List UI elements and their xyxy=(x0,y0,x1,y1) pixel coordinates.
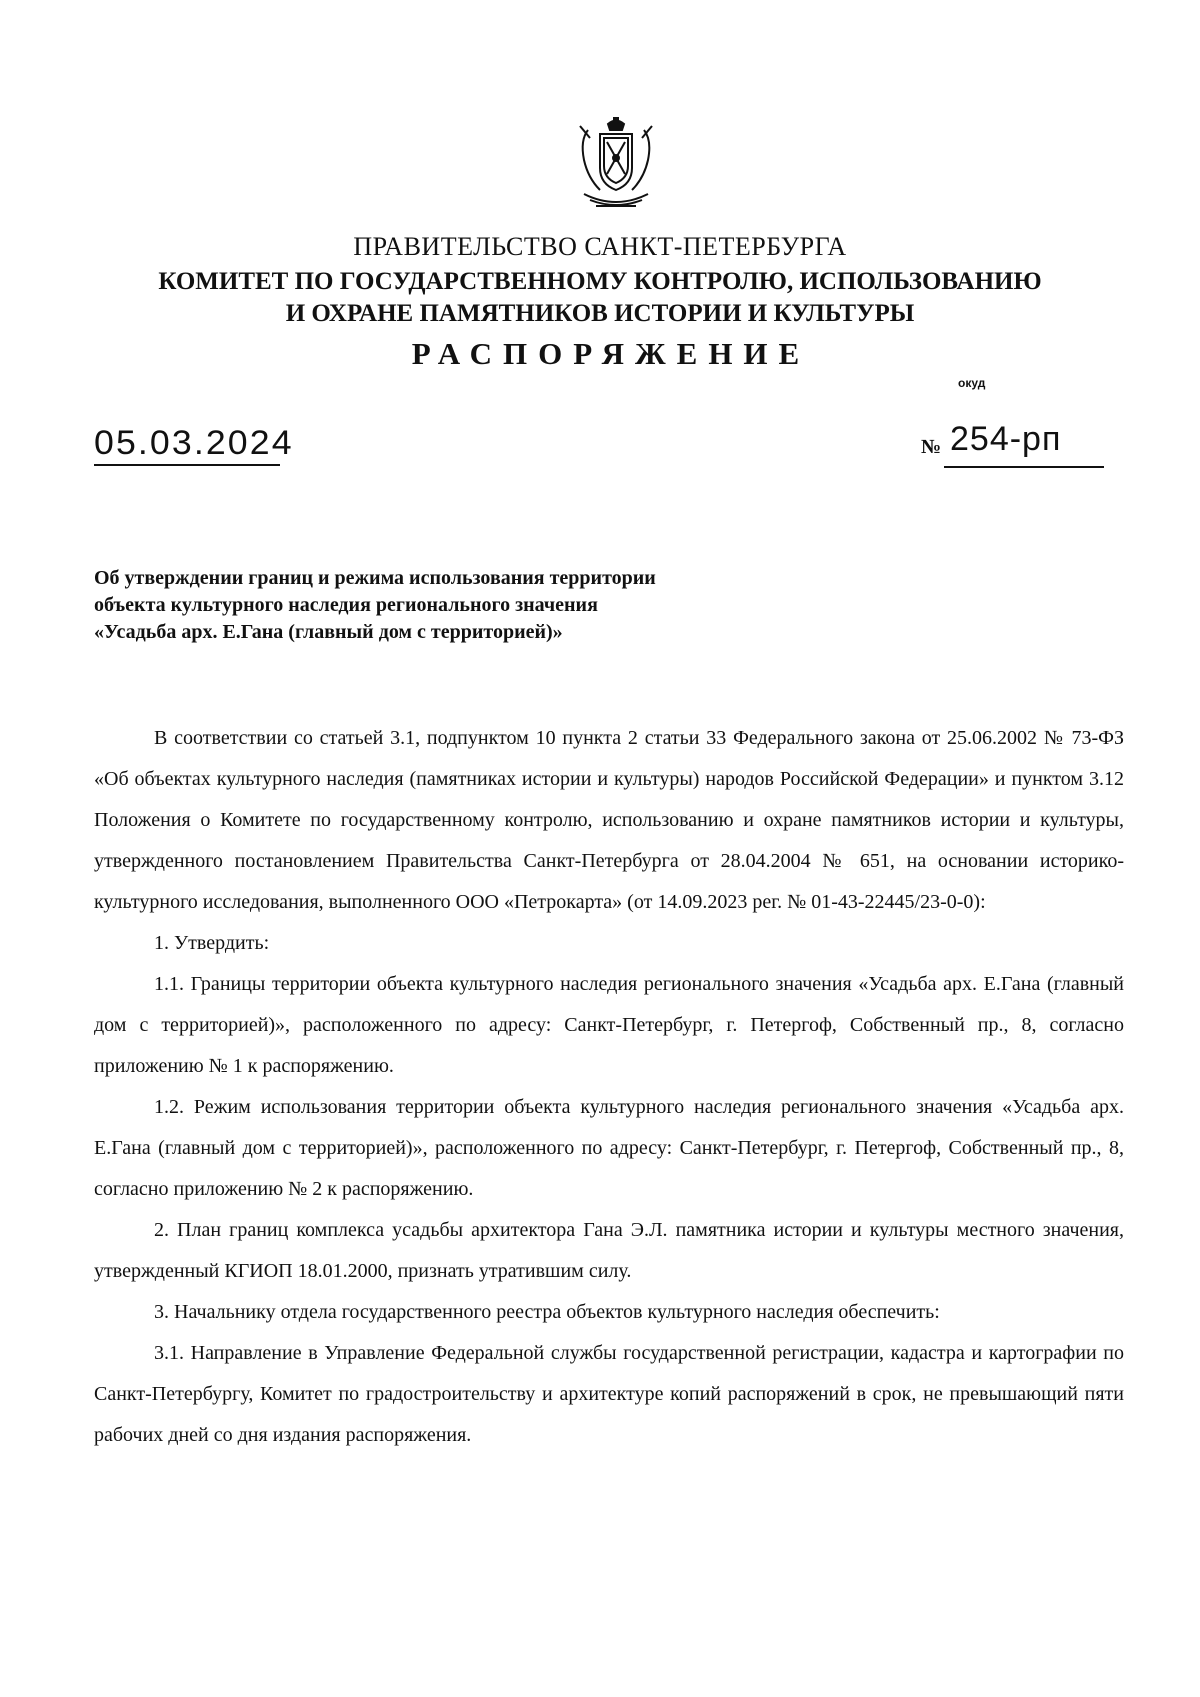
preamble-paragraph: В соответствии со статьей 3.1, подпунктом 10 пункта 2 статьи 33 Федерального закона от 25.06.2002 № 73-ФЗ «Об объектах культурного наследия (памятниках истории и культуры) народов Российской Федерации» и пунктом 3.12 Положения о Комитете по государственному контролю, использованию и охране памятников истории и культуры, утвержденного постановлением Правительства Санкт-Петербурга от 28.04.2004 № 651, на основании историко-культурного исследования, выполненного ООО «Петрокарта» (от 14.09.2023 рег. № 01-43-22445/23-0-0): xyxy=(94,727,1124,913)
document-title xyxy=(94,565,814,646)
number-sign: № xyxy=(921,436,942,458)
committee-name-line2: И ОХРАНЕ ПАМЯТНИКОВ ИСТОРИИ И КУЛЬТУРЫ xyxy=(285,300,915,327)
government-name: ПРАВИТЕЛЬСТВО САНКТ-ПЕТЕРБУРГА xyxy=(353,232,847,261)
coat-of-arms-icon xyxy=(570,116,662,216)
title-line: «Усадьба арх. Е.Гана (главный дом с территорией)» xyxy=(94,621,563,643)
clause-3-1: 3.1. Направление в Управление Федеральной службы государственной регистрации, кадастра и картографии по Санкт-Петербургу, Комитет по градостроительству и архитектуре копий распоряжений в срок, не превышающий пяти рабочих дней со дня издания распоряжения. xyxy=(94,1342,1124,1446)
title-line: объекта культурного наследия регионального значения xyxy=(94,594,598,616)
committee-name-line1: КОМИТЕТ ПО ГОСУДАРСТВЕННОМУ КОНТРОЛЮ, ИСПОЛЬЗОВАНИЮ xyxy=(158,268,1042,295)
clause-1-1: 1.1. Границы территории объекта культурного наследия регионального значения «Усадьба арх. Е.Гана (главный дом с территорией)», расположенного по адресу: Санкт-Петербург, г. Петергоф, Собственный пр., 8, согласно приложению № 1 к распоряжению. xyxy=(94,973,1124,1077)
document-date: 05.03.2024 xyxy=(94,424,294,462)
title-line: Об утверждении границ и режима использования территории xyxy=(94,567,656,589)
number-underline xyxy=(944,466,1104,468)
okud-label: окуд xyxy=(958,376,986,390)
clause-2: 2. План границ комплекса усадьбы архитектора Гана Э.Л. памятника истории и культуры местного значения, утвержденный КГИОП 18.01.2000, признать утратившим силу. xyxy=(94,1219,1124,1282)
date-underline xyxy=(94,464,280,466)
clause-1: 1. Утвердить: xyxy=(154,932,270,954)
document-body xyxy=(94,718,1124,1456)
clause-1-2: 1.2. Режим использования территории объекта культурного наследия регионального значения «Усадьба арх. Е.Гана (главный дом с территорией)», расположенного по адресу: Санкт-Петербург, г. Петергоф, Собственный пр., 8, согласно приложению № 2 к распоряжению. xyxy=(94,1096,1124,1200)
clause-3: 3. Начальнику отдела государственного реестра объектов культурного наследия обеспечить: xyxy=(154,1301,940,1323)
document-number: 254-рп xyxy=(950,420,1062,458)
document-type: РАСПОРЯЖЕНИЕ xyxy=(411,336,811,371)
